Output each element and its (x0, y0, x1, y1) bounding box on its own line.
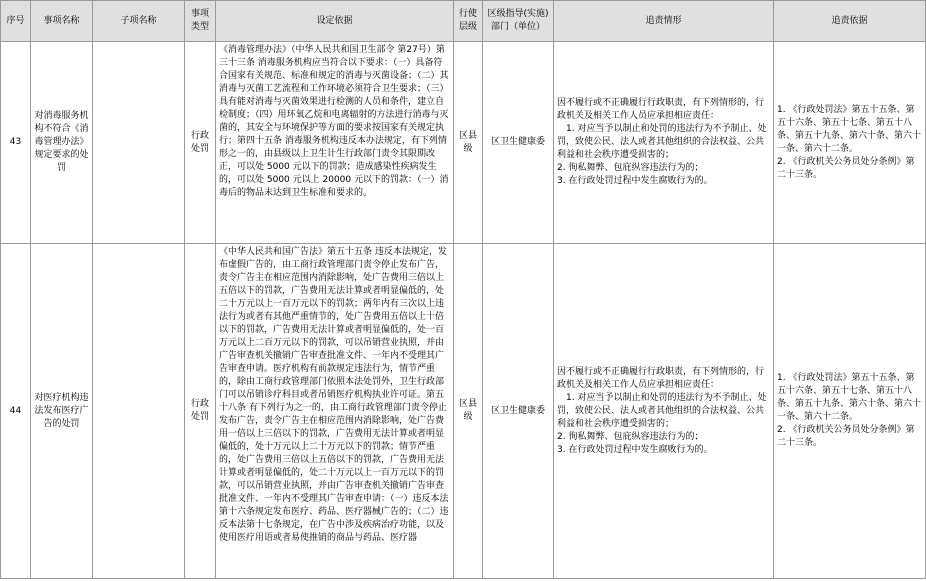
row-circumstances (554, 42, 774, 244)
row-subitem-name (93, 244, 185, 579)
row-level: 区县级 (454, 42, 483, 244)
circumstances-intro: 因不履行或不正确履行行政职责，有下列情形的，行政机关及相关工作人员应承担相应责任： (557, 98, 765, 121)
table-row (1, 42, 926, 244)
circumstances-intro: 因不履行或不正确履行行政职责，有下列情形的，行政机关及相关工作人员应承担相应责任： (557, 366, 765, 390)
row-subitem-name (93, 42, 185, 244)
header-subitem-name: 子项名称 (93, 1, 185, 42)
accountability-item: 2. 《行政机关公务员处分条例》第二十三条。 (777, 156, 915, 180)
row-circumstances (554, 244, 774, 579)
header-row (1, 1, 926, 42)
circumstances-item: 3. 在行政处罚过程中发生腐败行为的。 (557, 176, 713, 186)
row-item-type: 行政处罚 (185, 42, 216, 244)
circumstances-item: 1. 对应当予以制止和处罚的违法行为不予制止、处罚，致使公民、法人或者其他组织的合法权益、公共利益和社会秩序遭受损害的； (557, 124, 767, 160)
row-level: 区县级 (454, 244, 483, 579)
header-level: 行使层级 (454, 1, 483, 42)
row-seq: 44 (1, 244, 31, 579)
table-row (1, 244, 926, 579)
row-item-type: 行政处罚 (185, 244, 216, 579)
row-item-name: 对消毒服务机构不符合《消毒管理办法》规定要求的处罚 (31, 42, 93, 244)
row-accountability-basis (774, 244, 926, 579)
row-dept: 区卫生健康委 (483, 42, 554, 244)
header-accountability-basis: 追责依据 (774, 1, 926, 42)
row-seq: 43 (1, 42, 31, 244)
row-accountability-basis (774, 42, 926, 244)
header-seq: 序号 (1, 1, 31, 42)
circumstances-item: 3. 在行政处罚过程中发生腐败行为的。 (557, 444, 713, 455)
row-dept: 区卫生健康委 (483, 244, 554, 579)
row-basis: 《消毒管理办法》（中华人民共和国卫生部令 第27号）第三十三条 消毒服务机构应当符合以下要求：（一）具备符合国家有关规范、标准和规定的消毒与灭菌设备；（二）其消毒与灭菌工艺流程和工作环境必须符合卫生要求；（三）具有能对消毒与灭菌效果进行检测的人员和条件，建立自检制度；（四）用环氧乙烷和电离辐射的方法进行消毒与灭菌的，其安全与环境保护等方面的要求按国家有关规定执行；第四十五条 消毒服务机构违反本办法规定，有下列情形之一的，由县级以上卫生计生行政部门责令其限期改正，可以处 5000 元以下的罚款；造成感染性疾病发生的，可以处 5000 元以上 20000 元以下的罚款：（一）消毒后的物品未达到卫生标准和要求的。 (216, 42, 454, 244)
row-item-name: 对医疗机构违法发布医疗广告的处罚 (31, 244, 93, 579)
header-basis: 设定依据 (216, 1, 454, 42)
header-item-type: 事项类型 (185, 1, 216, 42)
circumstances-item: 2. 徇私舞弊、包庇纵容违法行为的； (557, 163, 704, 173)
accountability-item: 1. 《行政处罚法》第五十五条、第五十六条、第五十七条、第五十八条、第五十九条、第六十条、第六十一条、第六十二条。 (777, 104, 922, 154)
circumstances-item: 2. 徇私舞弊、包庇纵容违法行为的； (557, 431, 704, 442)
header-circumstances: 追责情形 (554, 1, 774, 42)
header-item-name: 事项名称 (31, 1, 93, 42)
row-basis: 《中华人民共和国广告法》第五十五条 违反本法规定，发布虚假广告的，由工商行政管理部门责令停止发布广告，责令广告主在相应范围内消除影响，处广告费用三倍以上五倍以下的罚款，广告费用无法计算或者明显偏低的，处二十万元以上一百万元以下的罚款；两年内有三次以上违法行为或者有其他严重情节的，处广告费用五倍以上十倍以下的罚款，广告费用无法计算或者明显偏低的，处一百万元以上二百万元以下的罚款，可以吊销营业执照，并由广告审查机关撤销广告审查批准文件、一年内不受理其广告审查申请。医疗机构有前款规定违法行为，情节严重的，除由工商行政管理部门依照本法处罚外，卫生行政部门可以吊销诊疗科目或者吊销医疗机构执业许可证。第五十八条 有下列行为之一的，由工商行政管理部门责令停止发布广告，责令广告主在相应范围内消除影响，处广告费用一倍以上三倍以下的罚款，广告费用无法计算或者明显偏低的，处十万元以上二十万元以下的罚款；情节严重的，处广告费用三倍以上五倍以下的罚款，广告费用无法计算或者明显偏低的，处二十万元以上一百万元以下的罚款，可以吊销营业执照，并由广告审查机关撤销广告审查批准文件、一年内不受理其广告审查申请：（一）违反本法第十六条规定发布医疗、药品、医疗器械广告的；（二）违反本法第十七条规定，在广告中涉及疾病治疗功能，以及使用医疗用语或者易使推销的商品与药品、医疗器 (216, 244, 454, 579)
accountability-item: 2. 《行政机关公务员处分条例》第二十三条。 (777, 425, 915, 448)
header-dept: 区级指导(实施)部门（单位） (483, 1, 554, 42)
accountability-item: 1. 《行政处罚法》第五十五条、第五十六条、第五十七条、第五十八条、第五十九条、第六十条、第六十一条、第六十二条。 (777, 373, 922, 422)
circumstances-item: 1. 对应当予以制止和处罚的违法行为不予制止、处罚，致使公民、法人或者其他组织的合法权益、公共利益和社会秩序遭受损害的； (557, 392, 767, 429)
